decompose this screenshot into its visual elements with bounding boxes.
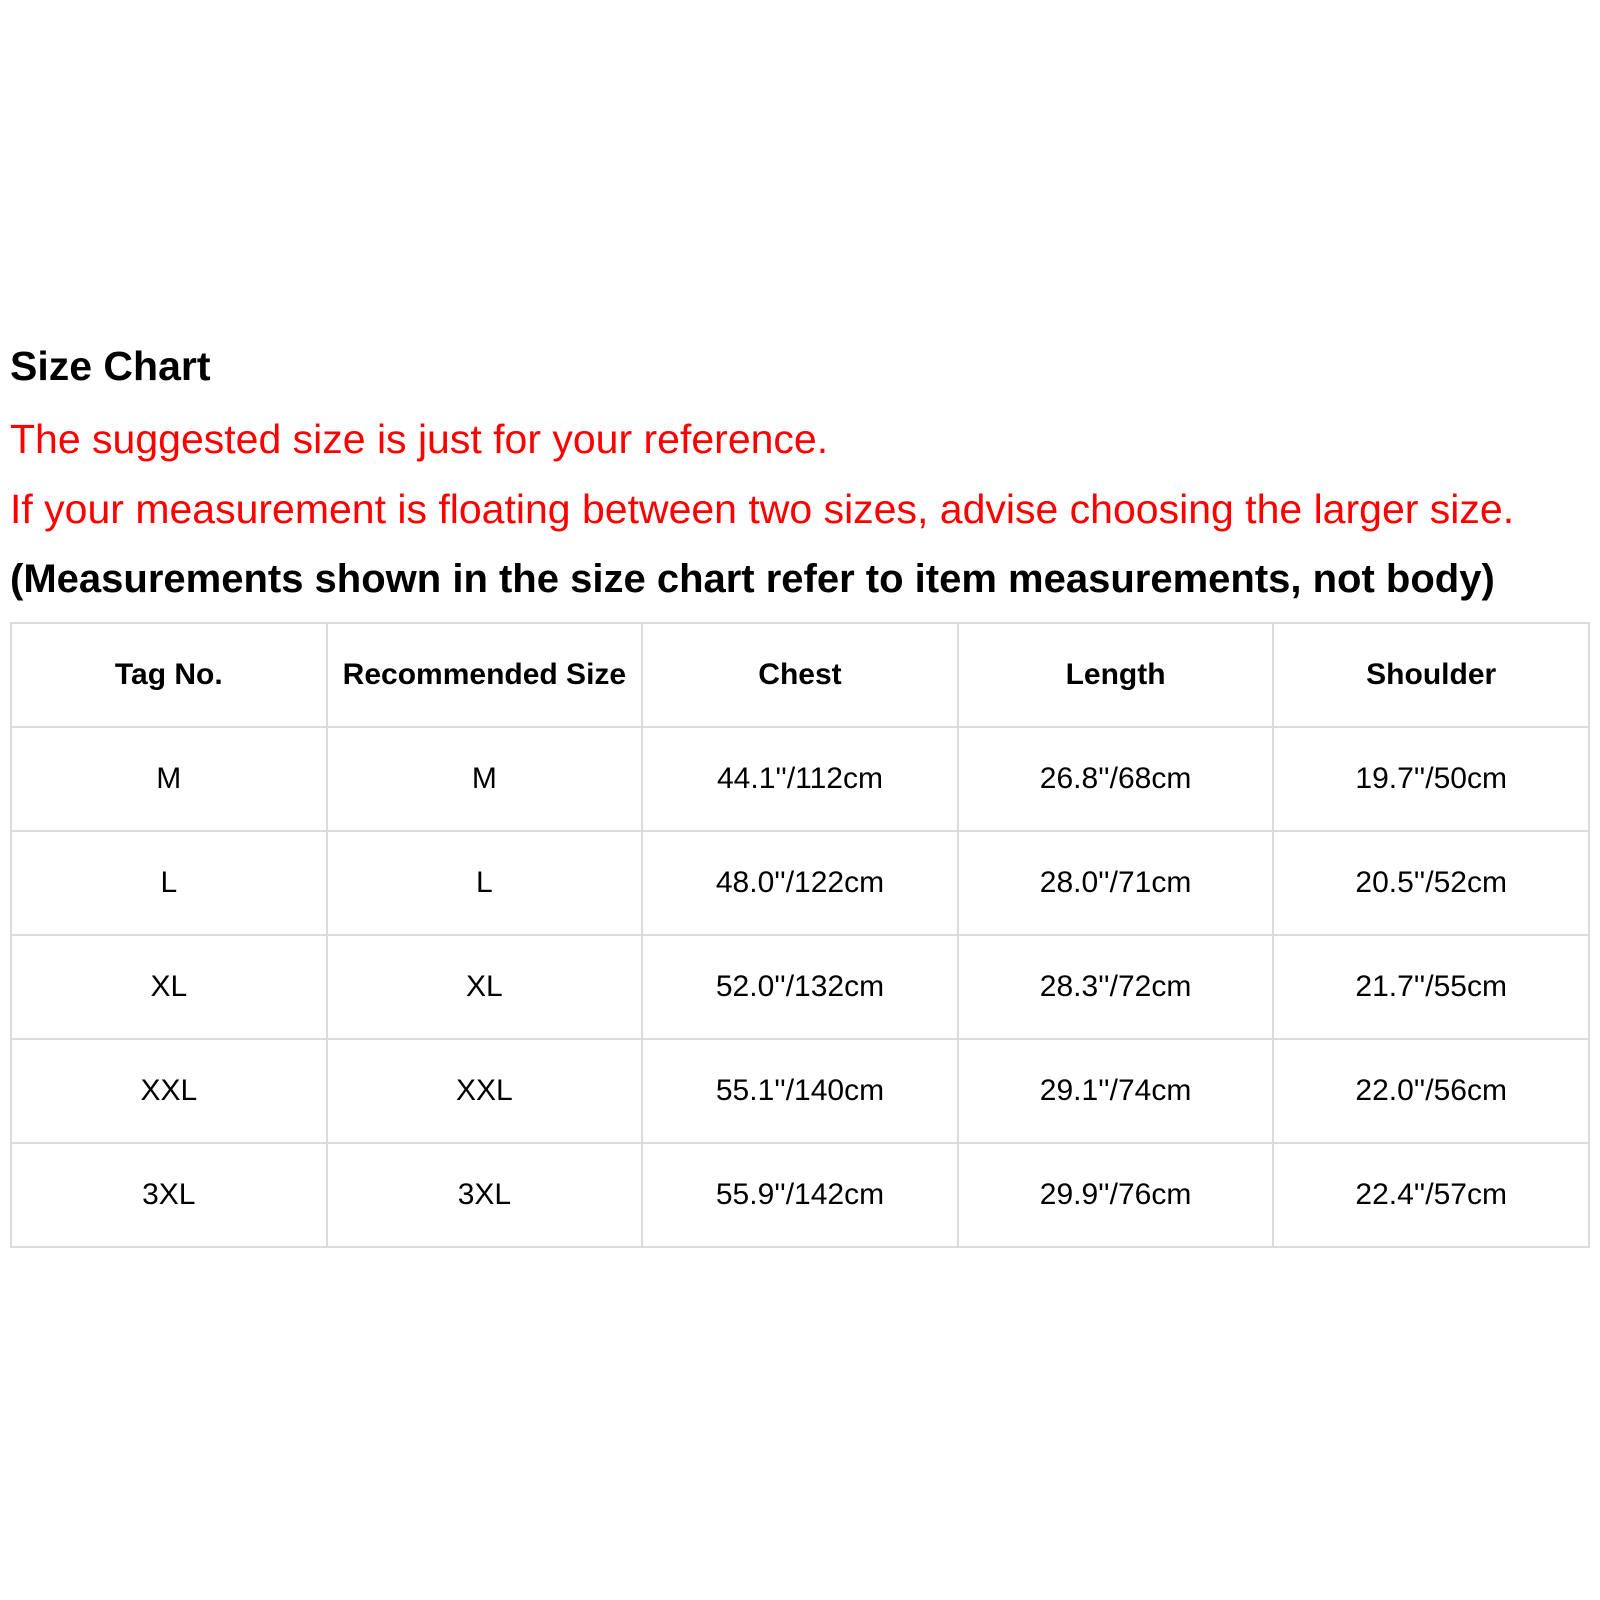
- column-header-recommended-size: Recommended Size: [327, 623, 643, 727]
- cell-tag-no: 3XL: [11, 1143, 327, 1247]
- cell-tag-no: M: [11, 727, 327, 831]
- table-row: [11, 831, 1589, 935]
- cell-length: 29.9''/76cm: [958, 1143, 1274, 1247]
- cell-recommended-size: L: [327, 831, 643, 935]
- cell-chest: 55.9''/142cm: [642, 1143, 958, 1247]
- size-table: [10, 622, 1590, 1248]
- table-row: [11, 1143, 1589, 1247]
- cell-tag-no: XXL: [11, 1039, 327, 1143]
- column-header-shoulder: Shoulder: [1273, 623, 1589, 727]
- cell-length: 29.1''/74cm: [958, 1039, 1274, 1143]
- cell-shoulder: 20.5''/52cm: [1273, 831, 1589, 935]
- cell-shoulder: 22.0''/56cm: [1273, 1039, 1589, 1143]
- measurement-disclaimer: (Measurements shown in the size chart refer to item measurements, not body): [10, 557, 1495, 601]
- table-header-row: [11, 623, 1589, 727]
- cell-tag-no: XL: [11, 935, 327, 1039]
- page-title: Size Chart: [10, 343, 211, 389]
- cell-recommended-size: XXL: [327, 1039, 643, 1143]
- cell-chest: 48.0''/122cm: [642, 831, 958, 935]
- table-row: [11, 1039, 1589, 1143]
- cell-length: 28.0''/71cm: [958, 831, 1274, 935]
- cell-recommended-size: 3XL: [327, 1143, 643, 1247]
- column-header-chest: Chest: [642, 623, 958, 727]
- cell-tag-no: L: [11, 831, 327, 935]
- reference-note: The suggested size is just for your reference.: [10, 416, 829, 462]
- table-row: [11, 727, 1589, 831]
- cell-chest: 44.1''/112cm: [642, 727, 958, 831]
- size-chart-intro: [10, 336, 1590, 614]
- column-header-length: Length: [958, 623, 1274, 727]
- cell-chest: 55.1''/140cm: [642, 1039, 958, 1143]
- cell-shoulder: 19.7''/50cm: [1273, 727, 1589, 831]
- column-header-tag-no: Tag No.: [11, 623, 327, 727]
- cell-shoulder: 21.7''/55cm: [1273, 935, 1589, 1039]
- table-row: [11, 935, 1589, 1039]
- sizing-advice-note: If your measurement is floating between two sizes, advise choosing the larger size.: [10, 486, 1515, 532]
- cell-recommended-size: M: [327, 727, 643, 831]
- cell-recommended-size: XL: [327, 935, 643, 1039]
- cell-chest: 52.0''/132cm: [642, 935, 958, 1039]
- cell-length: 26.8''/68cm: [958, 727, 1274, 831]
- cell-shoulder: 22.4''/57cm: [1273, 1143, 1589, 1247]
- cell-length: 28.3''/72cm: [958, 935, 1274, 1039]
